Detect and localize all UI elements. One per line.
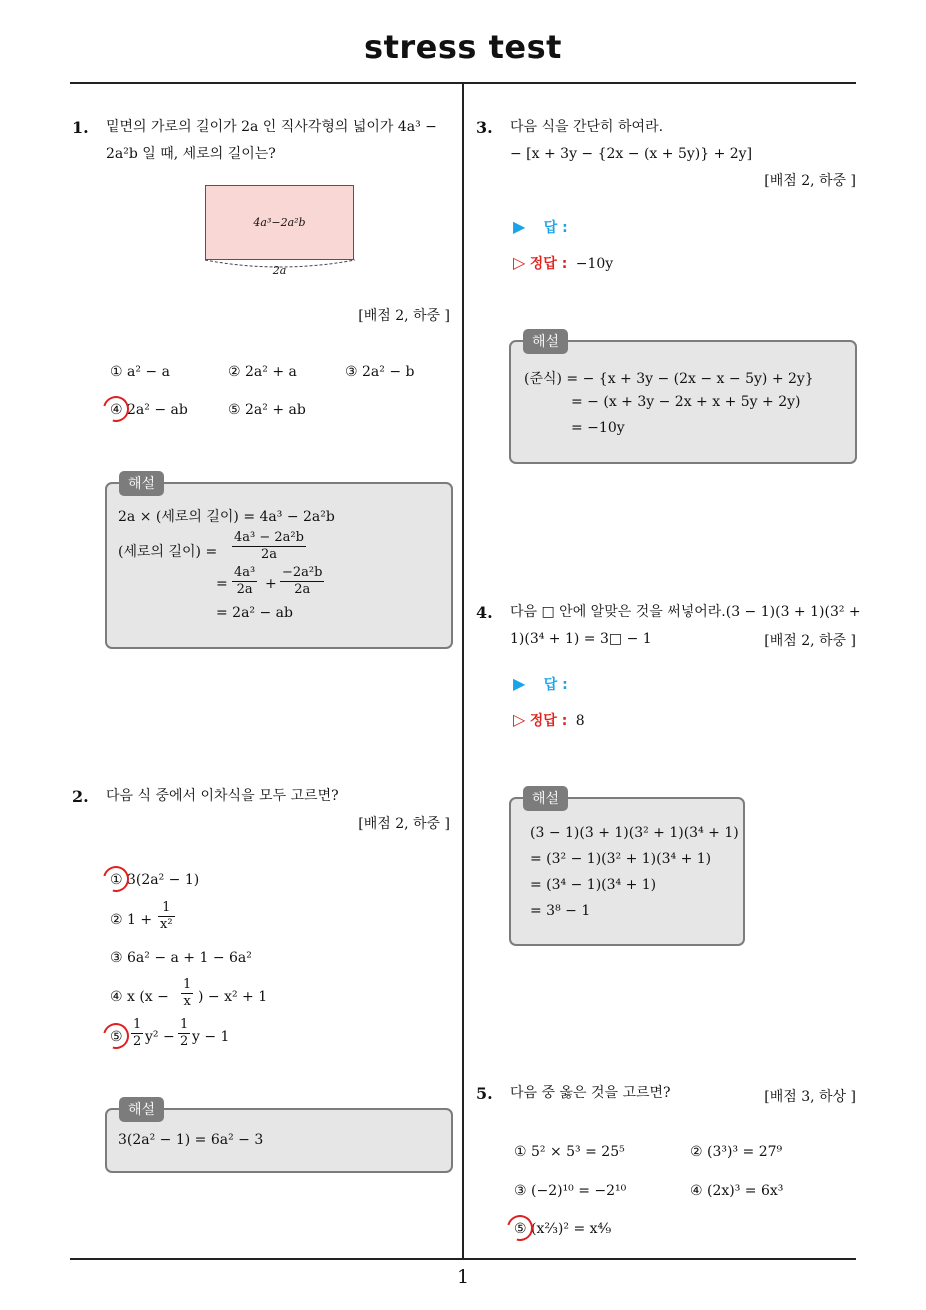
- q5-score: [배점 3, 하상 ]: [764, 1089, 856, 1105]
- q4-explain-line1: (3 − 1)(3 + 1)(3² + 1)(3⁴ + 1): [530, 825, 739, 841]
- play-icon: ▶: [513, 674, 526, 693]
- q5-choice-3[interactable]: ③ (−2)¹⁰ = −2¹⁰: [514, 1183, 627, 1199]
- q2-frac-num: 1: [133, 1017, 142, 1032]
- answer-mark-icon: [98, 861, 134, 897]
- q5-choice-5[interactable]: ⑤ (x⅔)² = x⁴⁄₉: [514, 1221, 612, 1237]
- q3-answer-label: 답 :: [543, 220, 568, 236]
- q1-frac3-num: −2a²b: [282, 565, 323, 580]
- q3-correct-value: −10y: [575, 256, 614, 272]
- q2-choice-4-frac: [181, 977, 193, 1010]
- q2-choice-3[interactable]: ③ 6a² − a + 1 − 6a²: [110, 950, 252, 966]
- q1-number: 1.: [72, 118, 89, 137]
- q2-frac-den: x: [183, 994, 191, 1009]
- q4-score: [배점 2, 하중 ]: [764, 633, 856, 649]
- q3-text-line2: − [x + 3y − {2x − (x + 5y)} + 2y]: [510, 146, 753, 162]
- q2-choice-2[interactable]: ② 1 +: [110, 912, 153, 928]
- play-outline-icon: ▷: [513, 253, 526, 272]
- q2-choice-5-mid: y² −: [145, 1029, 175, 1045]
- q3-correct-row: [513, 253, 613, 273]
- q3-explain-line1: (준식) = − {x + 3y − (2x − x − 5y) + 2y}: [524, 371, 814, 387]
- page-number: 1: [456, 1266, 470, 1288]
- q4-number: 4.: [476, 603, 493, 622]
- figure-area-label: 4a³−2a²b: [253, 216, 306, 229]
- q1-explain-frac1: [232, 530, 306, 563]
- page-title: stress test: [364, 28, 562, 66]
- q1-choice-2[interactable]: ② 2a² + a: [228, 364, 297, 380]
- q4-explain-line3: = (3⁴ − 1)(3⁴ + 1): [530, 877, 657, 893]
- q1-choice-1[interactable]: ① a² − a: [110, 364, 170, 380]
- column-divider: [462, 83, 464, 1258]
- q1-choice-5[interactable]: ⑤ 2a² + ab: [228, 402, 306, 418]
- q4-explain-line4: = 3⁸ − 1: [530, 903, 591, 919]
- q2-frac-den: x²: [160, 917, 173, 932]
- q3-explain-line2: = − (x + 3y − 2x + x + 5y + 2y): [571, 394, 801, 410]
- q1-explain-line1: 2a × (세로의 길이) = 4a³ − 2a²b: [118, 509, 335, 525]
- q5-choice-1[interactable]: ① 5² × 5³ = 25⁵: [514, 1144, 625, 1160]
- q3-text-line1: 다음 식을 간단히 하여라.: [510, 119, 664, 135]
- q5-choice-4[interactable]: ④ (2x)³ = 6x³: [690, 1183, 784, 1199]
- q2-number: 2.: [72, 787, 89, 806]
- q2-choice-2-frac: [158, 900, 175, 933]
- q3-correct-label: 정답 :: [529, 256, 568, 272]
- q1-explain-frac3: [280, 565, 324, 598]
- q4-text-line1: 다음 □ 안에 알맞은 것을 써넣어라.(3 − 1)(3 + 1)(3² +: [510, 604, 861, 620]
- q3-explanation-tag: 해설: [523, 329, 568, 354]
- answer-mark-icon: [502, 1210, 538, 1246]
- q2-choice-5-frac2: [178, 1017, 190, 1050]
- q2-choice-5-frac1: [131, 1017, 143, 1050]
- q2-text: 다음 식 중에서 이차식을 모두 고르면?: [106, 788, 339, 804]
- q4-explain-line2: = (3² − 1)(3² + 1)(3⁴ + 1): [530, 851, 712, 867]
- q2-explain-line: 3(2a² − 1) = 6a² − 3: [118, 1132, 264, 1148]
- q2-choice-1[interactable]: ① 3(2a² − 1): [110, 872, 200, 888]
- q2-frac-num: 1: [180, 1017, 189, 1032]
- q2-score: [배점 2, 하중 ]: [358, 816, 450, 832]
- q2-frac-num: 1: [183, 977, 192, 992]
- play-icon: ▶: [513, 217, 526, 236]
- q1-choice-4[interactable]: ④ 2a² − ab: [110, 402, 188, 418]
- q2-choice-4[interactable]: ④ x (x −: [110, 989, 169, 1005]
- q2-frac-den: 2: [180, 1034, 189, 1049]
- q4-explanation-box: [509, 797, 745, 946]
- footer-rule: [70, 1258, 856, 1260]
- answer-mark-icon: [98, 1018, 134, 1054]
- q1-explain-frac2: [232, 565, 257, 598]
- q2-choice-5[interactable]: ⑤: [110, 1029, 123, 1045]
- q4-correct-label: 정답 :: [529, 713, 568, 729]
- q4-text-line2: 1)(3⁴ + 1) = 3□ − 1: [510, 631, 652, 647]
- q4-explanation-tag: 해설: [523, 786, 568, 811]
- q1-text-line1: 밑면의 가로의 길이가 2a 인 직사각형의 넓이가 4a³ −: [106, 119, 437, 135]
- q1-explain-eq: =: [216, 576, 228, 592]
- q1-score: [배점 2, 하중 ]: [358, 308, 450, 324]
- q4-correct-value: 8: [575, 713, 585, 729]
- q2-choice-4-tail: ) − x² + 1: [198, 989, 268, 1005]
- q1-explanation-tag: 해설: [119, 471, 164, 496]
- q5-number: 5.: [476, 1084, 493, 1103]
- q1-frac1-den: 2a: [260, 547, 277, 562]
- q1-frac3-den: 2a: [294, 582, 311, 597]
- answer-mark-icon: [98, 391, 134, 427]
- q1-explain-result: = 2a² − ab: [216, 605, 293, 621]
- q5-choice-2[interactable]: ② (3³)³ = 27⁹: [690, 1144, 783, 1160]
- q2-explanation-tag: 해설: [119, 1097, 164, 1122]
- q2-frac-den: 2: [133, 1034, 142, 1049]
- q1-frac2-den: 2a: [236, 582, 253, 597]
- q1-choice-3[interactable]: ③ 2a² − b: [345, 364, 415, 380]
- q4-answer-row: [513, 674, 568, 694]
- q3-explain-line3: = −10y: [571, 420, 625, 436]
- q5-text: 다음 중 옳은 것을 고르면?: [510, 1085, 671, 1101]
- q2-frac-num: 1: [158, 900, 175, 917]
- q4-answer-label: 답 :: [543, 677, 568, 693]
- q1-explain-plus: +: [265, 576, 277, 592]
- q1-frac1-num: 4a³ − 2a²b: [234, 530, 304, 545]
- q3-answer-row: [513, 217, 568, 237]
- q3-score: [배점 2, 하중 ]: [764, 173, 856, 189]
- figure-width-label: 2a: [272, 264, 287, 277]
- play-outline-icon: ▷: [513, 710, 526, 729]
- q1-explain-lhs: (세로의 길이) =: [118, 544, 218, 560]
- q4-correct-row: [513, 710, 585, 730]
- q2-choice-5-tail: y − 1: [192, 1029, 230, 1045]
- q1-frac2-num: 4a³: [234, 565, 256, 580]
- q3-number: 3.: [476, 118, 493, 137]
- q1-text-line2: 2a²b 일 때, 세로의 길이는?: [106, 146, 276, 162]
